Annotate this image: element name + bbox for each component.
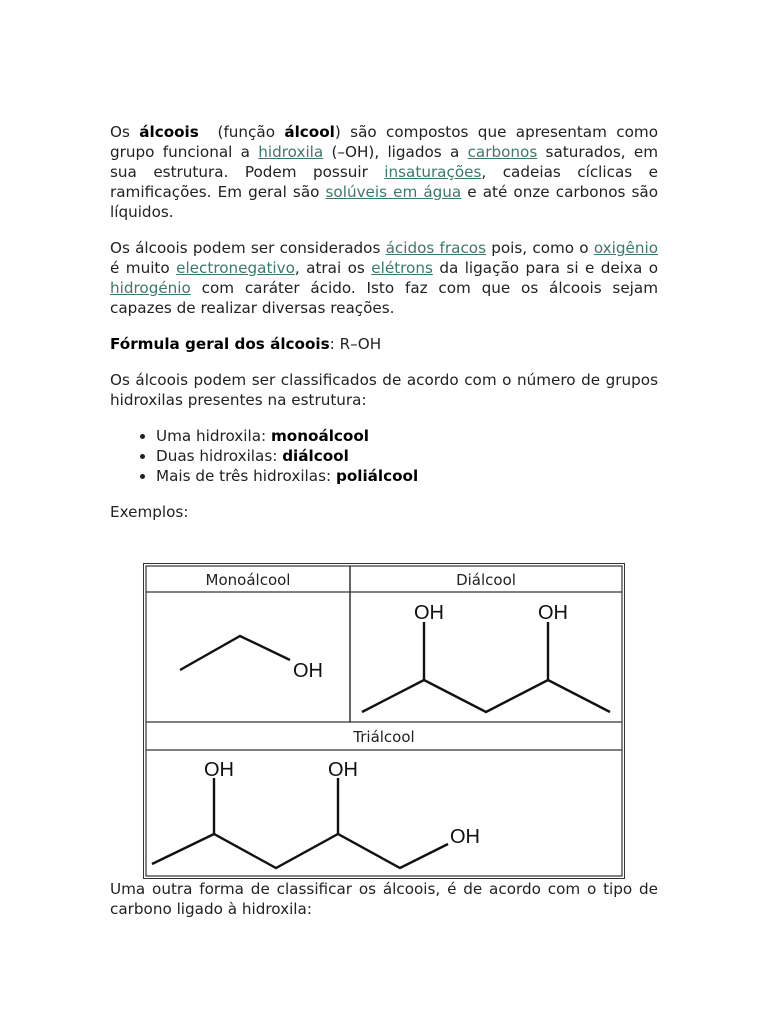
header-dialcool: Diálcool (456, 571, 516, 589)
text: é muito (110, 259, 177, 277)
text: saturados, em sua estrutura. Podem possuir (110, 143, 658, 181)
alcohol-structures-figure (144, 564, 624, 878)
list-item-text: Uma hidroxila: (156, 427, 271, 445)
list-item-term: monoálcool (270, 427, 369, 445)
classification-paragraph: Os álcoois podem ser classificados de acordo com o número de grupos hidroxilas presentes na estrutura: (110, 371, 658, 409)
examples-label: Exemplos: (110, 503, 189, 521)
intro-paragraph (110, 122, 658, 222)
link-oxigenio[interactable]: oxigênio (593, 239, 658, 257)
text: Os álcoois podem ser considerados (110, 239, 386, 257)
link-electronegativo[interactable]: electronegativo (176, 259, 295, 277)
ethanol-oh-label: OH (293, 660, 323, 682)
list-item (156, 466, 658, 486)
link-acidos-fracos[interactable]: ácidos fracos (385, 239, 486, 257)
link-insaturacoes[interactable]: insaturações (384, 163, 482, 181)
text: da ligação para si e deixa o (432, 259, 658, 277)
text: Os (110, 123, 140, 141)
text: , cadeias cíclicas e ramificações. Em geral são (110, 163, 658, 201)
bold-term-alcool: álcool (284, 123, 335, 141)
general-formula (110, 334, 658, 354)
classification-list (110, 426, 658, 486)
text: pois, como o (486, 239, 594, 257)
ethanol-skeleton (180, 636, 290, 670)
trialcool-oh-label-3: OH (450, 826, 480, 848)
list-item-term: diálcool (282, 447, 349, 465)
header-monoalcool: Monoálcool (205, 571, 291, 589)
carbon-type-paragraph: Uma outra forma de classificar os álcoois, é de acordo com o tipo de carbono ligado à hidroxila: (110, 880, 658, 918)
formula-label: Fórmula geral dos álcoois (110, 335, 330, 353)
text: ) são compostos que apresentam como grupo funcional a (110, 123, 658, 161)
trialcool-oh-label-2: OH (328, 759, 358, 781)
list-item-term: poliálcool (335, 467, 419, 485)
list-item (156, 446, 658, 466)
bold-term-alcoois: álcoois (139, 123, 199, 141)
trialcool-skeleton (152, 834, 448, 868)
alcohol-examples-table (143, 563, 625, 879)
link-carbonos[interactable]: carbonos (467, 143, 538, 161)
acidity-paragraph (110, 238, 658, 318)
text: , atrai os (294, 259, 372, 277)
text: (–OH), ligados a (323, 143, 468, 161)
article-body (110, 122, 658, 536)
dialcool-skeleton (362, 680, 610, 712)
formula-value: : R–OH (329, 335, 382, 353)
text: e até onze carbonos são líquidos. (110, 183, 659, 221)
list-item-text: Duas hidroxilas: (156, 447, 283, 465)
link-eletrons[interactable]: elétrons (371, 259, 433, 277)
dialcool-oh-label-1: OH (414, 602, 444, 624)
link-hidroxila[interactable]: hidroxila (258, 143, 324, 161)
link-hidrogenio[interactable]: hidrogénio (110, 279, 191, 297)
text: (função (198, 123, 285, 141)
link-soluveis-em-agua[interactable]: solúveis em água (325, 183, 462, 201)
text: com caráter ácido. Isto faz com que os álcoois sejam capazes de realizar diversas reações. (110, 279, 658, 317)
trialcool-oh-label-1: OH (204, 759, 234, 781)
list-item (156, 426, 658, 446)
header-trialcool: Triálcool (353, 728, 415, 746)
list-item-text: Mais de três hidroxilas: (156, 467, 336, 485)
dialcool-oh-label-2: OH (538, 602, 568, 624)
